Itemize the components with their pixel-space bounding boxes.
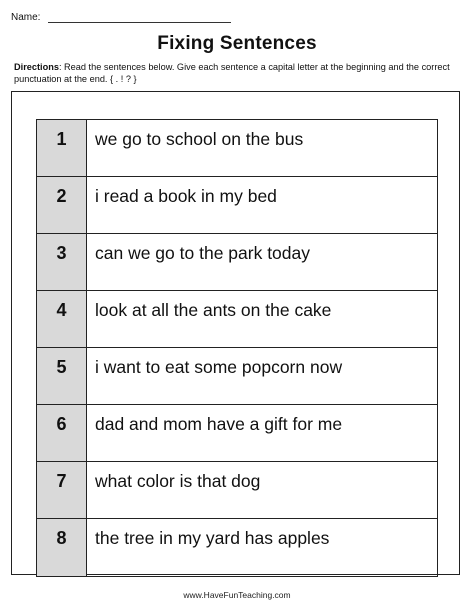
table-row	[37, 348, 437, 405]
sentence-text: look at all the ants on the cake	[95, 300, 332, 320]
row-number: 3	[37, 234, 87, 290]
row-number: 8	[37, 519, 87, 576]
row-number: 7	[37, 462, 87, 518]
row-number: 1	[37, 120, 87, 176]
row-number: 2	[37, 177, 87, 233]
sentence-text: the tree in my yard has apples	[95, 528, 330, 548]
sentence-text: i want to eat some popcorn now	[95, 357, 343, 377]
table-row	[37, 462, 437, 519]
table-row	[37, 177, 437, 234]
sentence-text: we go to school on the bus	[95, 129, 304, 149]
directions-label: Directions	[14, 62, 59, 72]
sentence-table	[36, 119, 438, 577]
table-row	[37, 519, 437, 576]
directions-text: : Read the sentences below. Give each sentence a capital letter at the beginning and the correct punctuation at the end. { . ! ? }	[14, 62, 450, 84]
sentence-text: can we go to the park today	[95, 243, 310, 263]
sentence-text: i read a book in my bed	[95, 186, 277, 206]
page-title: Fixing Sentences	[157, 33, 317, 54]
name-blank-line[interactable]	[48, 11, 231, 23]
row-number: 6	[37, 405, 87, 461]
row-number: 4	[37, 291, 87, 347]
footer-site: www.HaveFunTeaching.com	[183, 590, 291, 600]
table-row	[37, 291, 437, 348]
sentence-text: dad and mom have a gift for me	[95, 414, 343, 434]
table-row	[37, 405, 437, 462]
table-row	[37, 234, 437, 291]
table-row	[37, 120, 437, 177]
name-field	[11, 11, 231, 23]
sentence-text: what color is that dog	[95, 471, 261, 491]
row-number: 5	[37, 348, 87, 404]
directions	[14, 62, 464, 85]
name-label: Name:	[11, 12, 41, 23]
